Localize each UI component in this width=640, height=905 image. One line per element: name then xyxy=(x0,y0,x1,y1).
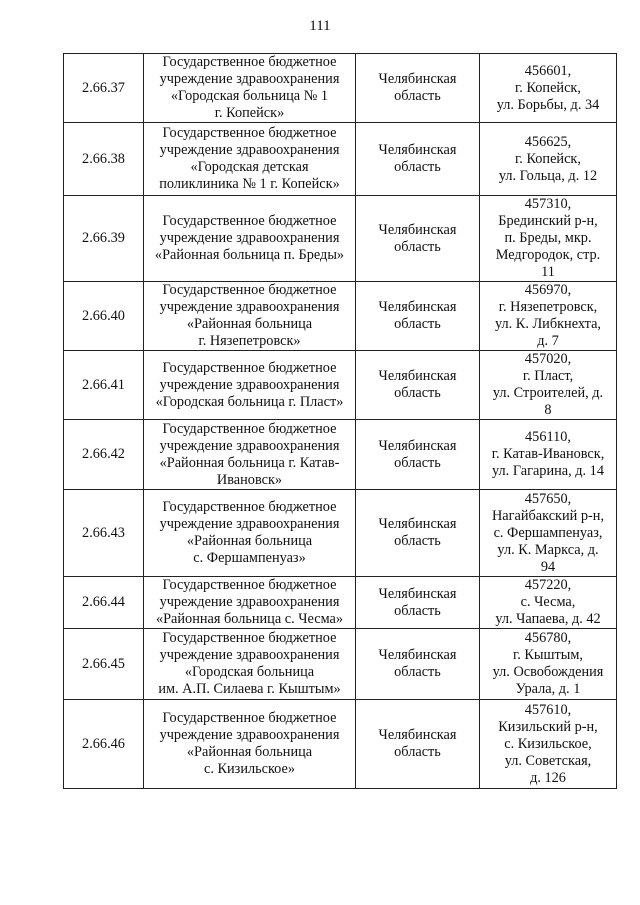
institution-name: Государственное бюджетное учреждение здравоохранения «Районная больница с. Чесма» xyxy=(155,577,344,627)
table-row xyxy=(64,282,617,351)
address-cell xyxy=(480,351,617,420)
institution-name: Государственное бюджетное учреждение здравоохранения «Районная больница г. Нязепетровск» xyxy=(159,282,340,349)
institution-name-cell xyxy=(144,282,356,351)
institution-name-cell xyxy=(144,577,356,629)
address-cell xyxy=(480,196,617,282)
institution-name: Государственное бюджетное учреждение здравоохранения «Районная больница п. Бреды» xyxy=(154,213,345,263)
institution-name: Государственное бюджетное учреждение здравоохранения «Городская больница г. Пласт» xyxy=(155,359,344,410)
region: Челябинская область xyxy=(378,221,457,255)
row-number-cell xyxy=(64,577,144,629)
table-row xyxy=(64,577,617,629)
table-row xyxy=(64,700,617,789)
institution-name-cell xyxy=(144,351,356,420)
region: Челябинская область xyxy=(378,142,457,175)
address: 456970, г. Нязепетровск, ул. К. Либкнехта, д. 7 xyxy=(495,282,601,349)
institutions-table xyxy=(63,53,617,789)
address-cell xyxy=(480,420,617,490)
institution-name: Государственное бюджетное учреждение здравоохранения «Районная больница с. Фершампенуаз» xyxy=(159,499,340,566)
table-row xyxy=(64,196,617,282)
table-row xyxy=(64,629,617,700)
region: Челябинская область xyxy=(378,437,457,471)
row-number: 2.66.41 xyxy=(82,376,125,393)
row-number: 2.66.45 xyxy=(82,655,125,672)
address: 457220, с. Чесма, ул. Чапаева, д. 42 xyxy=(495,577,601,627)
address: 457310, Брединский р-н, п. Бреды, мкр. Медгородок, стр. 11 xyxy=(495,196,601,280)
row-number: 2.66.40 xyxy=(82,307,125,324)
row-number: 2.66.46 xyxy=(82,735,125,752)
address-cell xyxy=(480,490,617,577)
address: 456601, г. Копейск, ул. Борьбы, д. 34 xyxy=(496,62,600,113)
region-cell xyxy=(356,629,480,700)
table-body xyxy=(64,54,617,789)
address: 456625, г. Копейск, ул. Гольца, д. 12 xyxy=(498,133,598,184)
row-number-cell xyxy=(64,420,144,490)
row-number-cell xyxy=(64,629,144,700)
region: Челябинская область xyxy=(378,368,457,401)
row-number-cell xyxy=(64,700,144,789)
table-row xyxy=(64,490,617,577)
institution-name: Государственное бюджетное учреждение здравоохранения «Городская детская поликлиника № 1 г. Копейск» xyxy=(159,125,340,192)
region: Челябинская область xyxy=(378,71,457,104)
table-row xyxy=(64,54,617,123)
region: Челябинская область xyxy=(378,585,457,619)
address-cell xyxy=(480,577,617,629)
row-number-cell xyxy=(64,351,144,420)
institution-name-cell xyxy=(144,123,356,196)
row-number-cell xyxy=(64,123,144,196)
address: 457020, г. Пласт, ул. Строителей, д. 8 xyxy=(492,351,604,418)
institution-name-cell xyxy=(144,700,356,789)
region-cell xyxy=(356,123,480,196)
institution-name: Государственное бюджетное учреждение здравоохранения «Районная больница г. Катав- Ивановск» xyxy=(159,420,340,488)
row-number: 2.66.43 xyxy=(82,524,125,541)
region-cell xyxy=(356,420,480,490)
address-cell xyxy=(480,282,617,351)
region-cell xyxy=(356,700,480,789)
region-cell xyxy=(356,54,480,123)
table-row xyxy=(64,351,617,420)
institution-name-cell xyxy=(144,196,356,282)
region: Челябинская область xyxy=(378,299,457,332)
row-number: 2.66.37 xyxy=(82,79,125,96)
institution-name-cell xyxy=(144,490,356,577)
institution-name: Государственное бюджетное учреждение здравоохранения «Городская больница № 1 г. Копейск» xyxy=(159,54,340,121)
address-cell xyxy=(480,700,617,789)
institution-name: Государственное бюджетное учреждение здравоохранения «Районная больница с. Кизильское» xyxy=(159,710,340,777)
region-cell xyxy=(356,577,480,629)
region: Челябинская область xyxy=(378,647,457,680)
region-cell xyxy=(356,196,480,282)
address: 457650, Нагайбакский р-н, с. Фершампенуаз, ул. К. Маркса, д. 94 xyxy=(491,490,605,575)
row-number: 2.66.39 xyxy=(82,230,125,246)
address-cell xyxy=(480,123,617,196)
region: Челябинская область xyxy=(378,727,457,760)
row-number: 2.66.44 xyxy=(82,594,125,610)
address: 456110, г. Катав-Ивановск, ул. Гагарина, д. 14 xyxy=(491,429,605,479)
institution-name-cell xyxy=(144,420,356,490)
institution-name: Государственное бюджетное учреждение здравоохранения «Городская больница им. А.П. Силаева г. Кыштым» xyxy=(158,630,341,697)
table-row xyxy=(64,123,617,196)
address: 457610, Кизильский р-н, с. Кизильское, ул. Советская, д. 126 xyxy=(498,701,598,786)
region-cell xyxy=(356,282,480,351)
region: Челябинская область xyxy=(378,516,457,549)
institution-name-cell xyxy=(144,54,356,123)
row-number-cell xyxy=(64,54,144,123)
table-row xyxy=(64,420,617,490)
page-number: 111 xyxy=(309,18,331,34)
row-number: 2.66.42 xyxy=(82,446,125,462)
row-number: 2.66.38 xyxy=(82,150,125,167)
address-cell xyxy=(480,54,617,123)
row-number-cell xyxy=(64,282,144,351)
address: 456780, г. Кыштым, ул. Освобождения Урала, д. 1 xyxy=(492,630,604,697)
region-cell xyxy=(356,351,480,420)
region-cell xyxy=(356,490,480,577)
address-cell xyxy=(480,629,617,700)
row-number-cell xyxy=(64,490,144,577)
institution-name-cell xyxy=(144,629,356,700)
row-number-cell xyxy=(64,196,144,282)
